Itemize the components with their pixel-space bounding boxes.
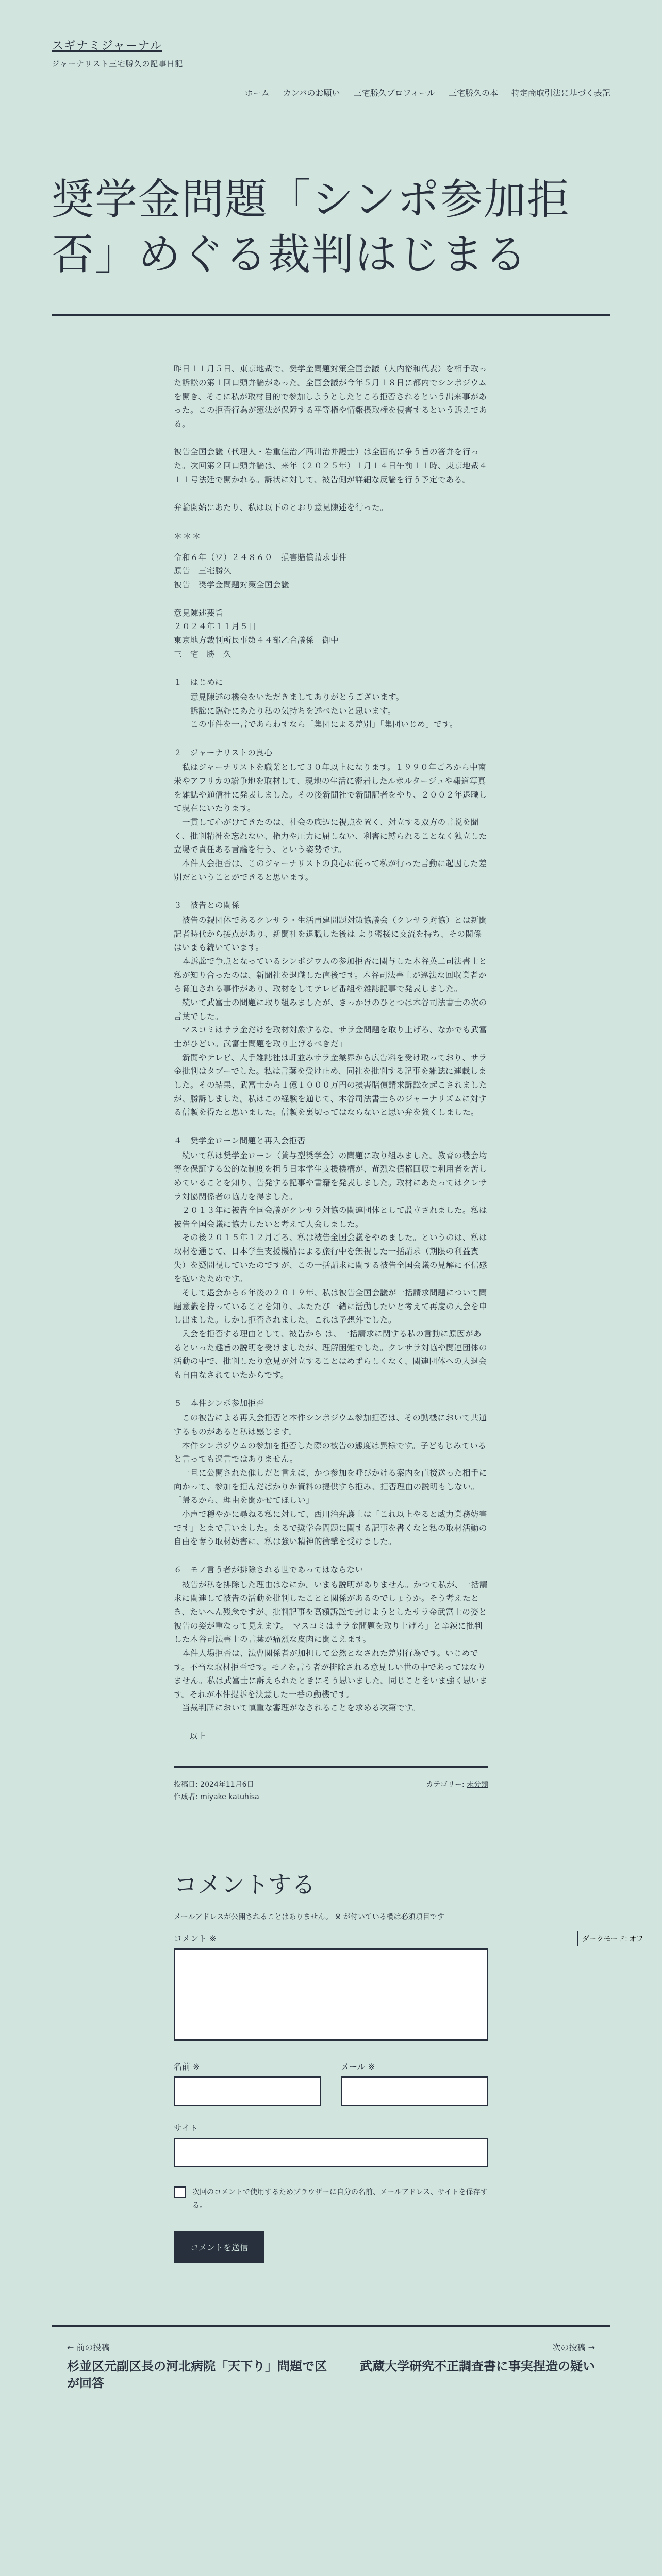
intro-paragraph: 昨日１１月５日、東京地裁で、奨学金問題対策全国会議（大内裕和代表）を相手取った訴訟の第１回口頭弁論があった。全国会議が今年５月１８日に都内でシンポジウムを開き、そこに私が取材目的で参加しようとしたところ拒否されるという出来事があった。この拒否行為が憲法が保障する平等権や情報摂取権を侵害するという訴えである。	[174, 364, 488, 429]
statement-section	[174, 1397, 488, 1549]
comment-label: コメント ※	[174, 1934, 217, 1944]
section-line: この事件を一言であらわすなら「集団による差別」「集団いじめ」です。	[174, 720, 458, 730]
statement-line: ２０２４年１１月５日	[174, 622, 257, 632]
section-line: 一旦に公開された催しだと言えば、かつ参加を呼びかける案内を直接送った相手に向かって、参加を拒んだばかりか資料の提供すら拒み、拒否理由の説明もしない。	[174, 1468, 488, 1492]
site-label: サイト	[174, 2123, 198, 2133]
comment-note: メールアドレスが公開されることはありません。 ※ が付いている欄は必須項目です	[174, 1913, 444, 1922]
statement-section	[174, 1134, 488, 1382]
section-line: 被告の親団体であるクレサラ・生活再建問題対策協議会（クレサラ対協）とは新聞記者時代から接点があり、新聞社を退職した後は より密接に交流を持ち、その関係はいまも続いています。	[174, 916, 488, 953]
email-field[interactable]	[341, 2076, 488, 2106]
title-divider	[52, 314, 610, 316]
email-label: メール ※	[341, 2062, 375, 2072]
statement-section	[174, 1563, 488, 1715]
case-line: 被告 奨学金問題対策全国会議	[174, 580, 290, 589]
post-content	[174, 362, 488, 1743]
save-info-checkbox[interactable]	[174, 2186, 186, 2198]
name-field[interactable]	[174, 2076, 321, 2106]
case-line: 原告 三宅勝久	[174, 566, 232, 576]
section-line: 「マスコミはサラ金だけを取材対象するな。サラ金問題を取り上げろ、なかでも武富士がひどい。武富士問題を取り上げるべきだ」	[174, 1025, 488, 1048]
site-title[interactable]: スギナミジャーナル	[52, 39, 162, 53]
intro-paragraph: 被告全国会議（代理人・岩重佳治／西川治弁護士）は全面的に争う旨の答弁を行った。次回第２回口頭弁論は、来年（２０２５年）１月１４日午前１１時、東京地裁４１１号法廷で開かれる。訴状に対して、被告側が詳細な反論を行う予定である。	[174, 447, 488, 484]
section-line: 意見陳述の機会をいただきましてありがとうございます。	[174, 692, 404, 702]
comment-form	[174, 1866, 488, 2263]
section-line: 当裁判所において慎重な審理がなされることを求める次第です。	[174, 1703, 421, 1713]
site-header	[0, 0, 662, 108]
nav-item-books[interactable]: 三宅勝久の本	[448, 88, 498, 98]
prev-post-meta: ← 前の投稿	[67, 2342, 110, 2352]
statement-section	[174, 675, 488, 732]
section-line: 被告が私を排除した理由はなにか。いまも説明がありません。かつて私が、一括請求に関連して被告の活動を批判したことと関係があるのでしょうか。そう考えたとき、たいへん残念ですが、批判記事を高額訴訟で封じようとしたサラ金武富士の姿と被告の姿が重なって見えます。「マスコミはサラ金問題を取り上げろ」と辛辣に批判した木谷司法書士の言葉が痛烈な皮肉に聞こえます。	[174, 1580, 488, 1645]
section-line: 本件シンポジウムの参加を拒否した際の被告の態度は異様です。子どもじみていると言っても過言ではありません。	[174, 1440, 487, 1464]
section-line: その後２０１５年１２月ごろ、私は被告全国会議をやめました。というのは、私は取材を通じて、日本学生支援機構による旅行中を無視した一括請求（期限の利益喪失）を疑問視していたのですが、この一括請求に関する被告全国会議の見解に不信感を抱いたためです。	[174, 1233, 488, 1284]
section-line: 続いて武富士の問題に取り組みましたが、きっかけのひとつは木谷司法書士の次の言葉でした。	[174, 997, 487, 1021]
statement-sections	[174, 675, 488, 1715]
statement-section	[174, 746, 488, 885]
nav-item-home[interactable]: ホーム	[244, 88, 270, 98]
statement-header	[174, 606, 488, 662]
comments-heading: コメントする	[174, 1871, 316, 1899]
website-field[interactable]	[174, 2138, 488, 2167]
next-post-link[interactable]	[327, 2341, 595, 2376]
case-line: 令和６年（ワ）２４８６０ 損害賠償請求事件	[174, 552, 347, 562]
section-line: ２０１３年に被告全国会議がクレサラ対協の関連団体として設立されました。私は被告全国会議に協力したいと考えて入会しました。	[174, 1206, 488, 1229]
posted-label: 投稿日:	[174, 1780, 198, 1789]
nav-item-profile[interactable]: 三宅勝久プロフィール	[353, 88, 435, 98]
statement-line: 東京地方裁判所民事第４４部乙合議係 御中	[174, 635, 339, 645]
posted-date[interactable]: 2024年11月6日	[200, 1780, 254, 1789]
author-label: 作成者:	[174, 1792, 198, 1801]
post-navigation	[52, 2325, 610, 2438]
section-heading: １ はじめに	[174, 677, 224, 687]
entry-meta	[174, 1766, 488, 1804]
case-header	[174, 551, 488, 592]
section-line: 本訴訟で争点となっているシンポジウムの参加拒否に関与した木谷英二司法書士と私が知り合ったのは、新聞社を退職した直後です。木谷司法書士が違法な回収業者から脅迫される事件があり、取材をしてテレビ番組や雑誌記事で発表しました。	[174, 957, 487, 994]
section-line: 本件入場拒否は、法曹関係者が加担して公然となされた差別行為です。いじめです。不当な取材拒否です。モノを言う者が排除される意見しい世の中であってはなりません。私は武富士に訴えられたときにそう思いました。同じことをいま強く思います。それが本件提訴を決意した一番の動機です。	[174, 1648, 488, 1699]
section-line: 小声で穏やかに尋ねる私に対して、西川治弁護士は「これ以上やると威力業務妨害です」とまで言いました。まるで奨学金問題に関する記事を書くなと私の取材活動の自由を奪う取材妨害に、私は強い精神的衝撃を受けました。	[174, 1509, 487, 1547]
category-link[interactable]: 未分類	[467, 1780, 488, 1789]
intro-paragraph: 弁論開始にあたり、私は以下のとおり意見陳述を行った。	[174, 503, 389, 513]
section-heading: ３ 被告との関係	[174, 901, 240, 910]
section-line: この被告による再入会拒否と本件シンポジウム参加拒否は、その動機において共通するものがあると私は感じます。	[174, 1413, 487, 1437]
section-line: そして退会から６年後の２０１９年、私は被告全国会議が一括請求問題について問題意識を持っていることを知り、ふたたび一緒に活動したいと考えて再度の入会を申し出ました。しかし拒否されました。これは予想外でした。	[174, 1288, 488, 1325]
nav-item-donation[interactable]: カンパのお願い	[283, 88, 340, 98]
separator: ＊＊＊	[174, 531, 202, 541]
next-post-title: 武蔵大学研究不正調査書に事実捏造の疑い	[360, 2359, 595, 2374]
dark-mode-toggle[interactable]: ダークモード: オフ	[577, 1931, 648, 1946]
section-heading: ６ モノ言う者が排除される世であってはならない	[174, 1565, 363, 1574]
primary-nav	[245, 87, 610, 98]
prev-post-link[interactable]	[67, 2341, 335, 2393]
author-link[interactable]: miyake katuhisa	[200, 1792, 259, 1801]
statement-line: 三 宅 勝 久	[174, 649, 232, 659]
category-label: カテゴリー:	[426, 1780, 465, 1789]
closing: 以上	[190, 1732, 207, 1741]
post-title: 奨学金問題「シンポ参加拒否」めぐる裁判はじまる	[52, 175, 570, 279]
name-label: 名前 ※	[174, 2062, 200, 2072]
nav-item-commerce-law[interactable]: 特定商取引法に基づく表記	[511, 88, 610, 98]
section-line: 続いて私は奨学金ローン（貸与型奨学金）の問題に取り組みました。教育の機会均等を保証する公的な制度を担う日本学生支援機構が、苛烈な債権回収で利用者を苦しめていることを知り、告発する記事や書籍を発表しました。取材にあたってはクレサラ対協関係者の協力を得ました。	[174, 1150, 488, 1201]
section-line: 一貫して心がけてきたのは、社会の底辺に視点を置く、対立する双方の言説を聞く、批判精神を忘れない、権力や圧力に屈しない、利害に縛られることなく独立した立場で責任ある言論を行う、という姿勢です。	[174, 818, 487, 855]
section-heading: ２ ジャーナリストの良心	[174, 748, 273, 757]
next-post-meta: 次の投稿 →	[552, 2342, 595, 2352]
statement-section	[174, 899, 488, 1120]
section-line: 新聞やテレビ、大手雑誌社は軒並みサラ金業界から広告料を受け取っており、サラ金批判はタブーでした。私は言葉を受け止め、同社を批判する記事を雑誌に連載しました。その結果、武富士から１億１０００万円の損害賠償請求訴訟を起こされましたが、勝訴しました。私はこの経験を通じて、木谷司法書士らのジャーナリズムに対する信頼を得たと思いました。信頼を裏切ってはならないと思い弁を強くしました。	[174, 1053, 488, 1117]
section-heading: ４ 奨学金ローン問題と再入会拒否	[174, 1136, 306, 1145]
section-line: 「帰るから、理由を聞かせてほしい」	[174, 1496, 315, 1505]
save-info-label: 次回のコメントで使用するためブラウザーに自分の名前、メールアドレス、サイトを保存する。	[192, 2188, 488, 2210]
submit-comment-button[interactable]: コメントを送信	[174, 2231, 264, 2263]
section-line: 訴訟に臨むにあたり私の気持ちを述べたいと思います。	[174, 706, 396, 716]
site-description: ジャーナリスト三宅勝久の記事日記	[52, 59, 184, 69]
comment-textarea[interactable]	[174, 1948, 488, 2041]
statement-line: 意見陳述要旨	[174, 608, 224, 618]
section-line: 入会を拒否する理由として、被告から は、一括請求に関する私の言動に原因があるといった趣旨の説明を受けましたが、理解困難でした。クレサラ対協や関連団体の活動の中で、批判したり意見が対立することはめずらしくなく、関連団体への入退会も自由なされていたからです。	[174, 1329, 488, 1380]
entry-header	[0, 108, 662, 282]
section-line: 私はジャーナリストを職業として３０年以上になります。１９９０年ごろから中南米やアフリカの紛争地を取材して、現地の生活に密着したルポルタージュや報道写真を雑誌や通信社に発表しました。その後新聞社で新聞記者をやり、２００２年退職して現在にいたります。	[174, 762, 488, 814]
section-line: 本件入会拒否は、このジャーナリストの良心に従って私が行った言動に起因した差別だということができると思います。	[174, 859, 487, 882]
prev-post-title: 杉並区元副区長の河北病院「天下り」問題で区が回答	[67, 2359, 327, 2391]
section-heading: ５ 本件シンポ参加拒否	[174, 1398, 264, 1408]
